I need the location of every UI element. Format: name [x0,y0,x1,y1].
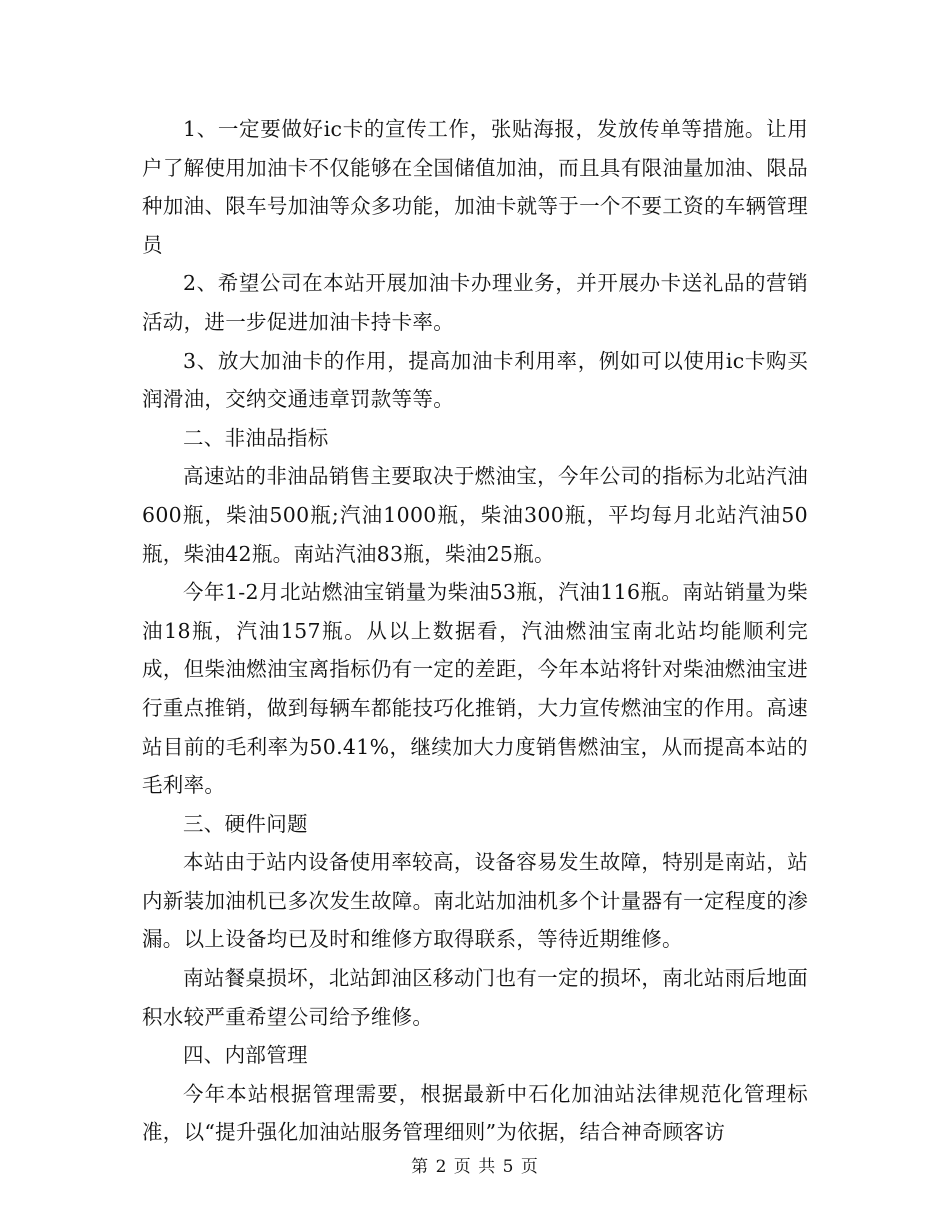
paragraph-facility-damage: 南站餐桌损坏，北站卸油区移动门也有一定的损坏，南北站雨后地面积水较严重希望公司给予维修。 [142,966,808,1029]
paragraph-card-business: 2、希望公司在本站开展加油卡办理业务，并开展办卡送礼品的营销活动，进一步促进加油卡持卡率。 [142,271,808,334]
paragraph-sales-results: 今年1-2月北站燃油宝销量为柴油53瓶，汽油116瓶。南站销量为柴油18瓶，汽油157瓶。从以上数据看，汽油燃油宝南北站均能顺利完成，但柴油燃油宝离指标仍有一定的差距，今年本站将针对柴油燃油宝进行重点推销，做到每辆车都能技巧化推销，大力宣传燃油宝的作用。高速站目前的毛利率为50.41%，继续加大力度销售燃油宝，从而提高本站的毛利率。 [142,580,808,798]
section-heading-non-oil: 二、非油品指标 [183,425,329,450]
document-body [142,110,808,1152]
paragraph-card-usage: 3、放大加油卡的作用，提高加油卡利用率，例如可以使用ic卡购买润滑油，交纳交通违章罚款等等。 [142,348,808,412]
section-heading-hardware: 三、硬件问题 [183,811,308,836]
section-heading-internal-management: 四、内部管理 [183,1043,308,1068]
page-number-footer: 第 2 页 共 5 页 [411,1157,539,1177]
paragraph-equipment-faults: 本站由于站内设备使用率较高，设备容易发生故障，特别是南站，站内新装加油机已多次发生故障。南北站加油机多个计量器有一定程度的渗漏。以上设备均已及时和维修方取得联系，等待近期维修。 [142,850,808,952]
paragraph-ic-card-promotion: 1、一定要做好ic卡的宣传工作，张贴海报，发放传单等措施。让用户了解使用加油卡不仅能够在全国储值加油，而且具有限油量加油、限品种加油、限车号加油等众多功能，加油卡就等于一个不要工资的车辆管理员 [142,117,808,257]
paragraph-management-standards: 今年本站根据管理需要，根据最新中石化加油站法律规范化管理标准，以“提升强化加油站服务管理细则”为依据，结合神奇顾客访 [142,1081,808,1145]
paragraph-non-oil-targets: 高速站的非油品销售主要取决于燃油宝，今年公司的指标为北站汽油600瓶，柴油500瓶;汽油1000瓶，柴油300瓶，平均每月北站汽油50瓶，柴油42瓶。南站汽油83瓶，柴油25瓶。 [142,464,808,566]
